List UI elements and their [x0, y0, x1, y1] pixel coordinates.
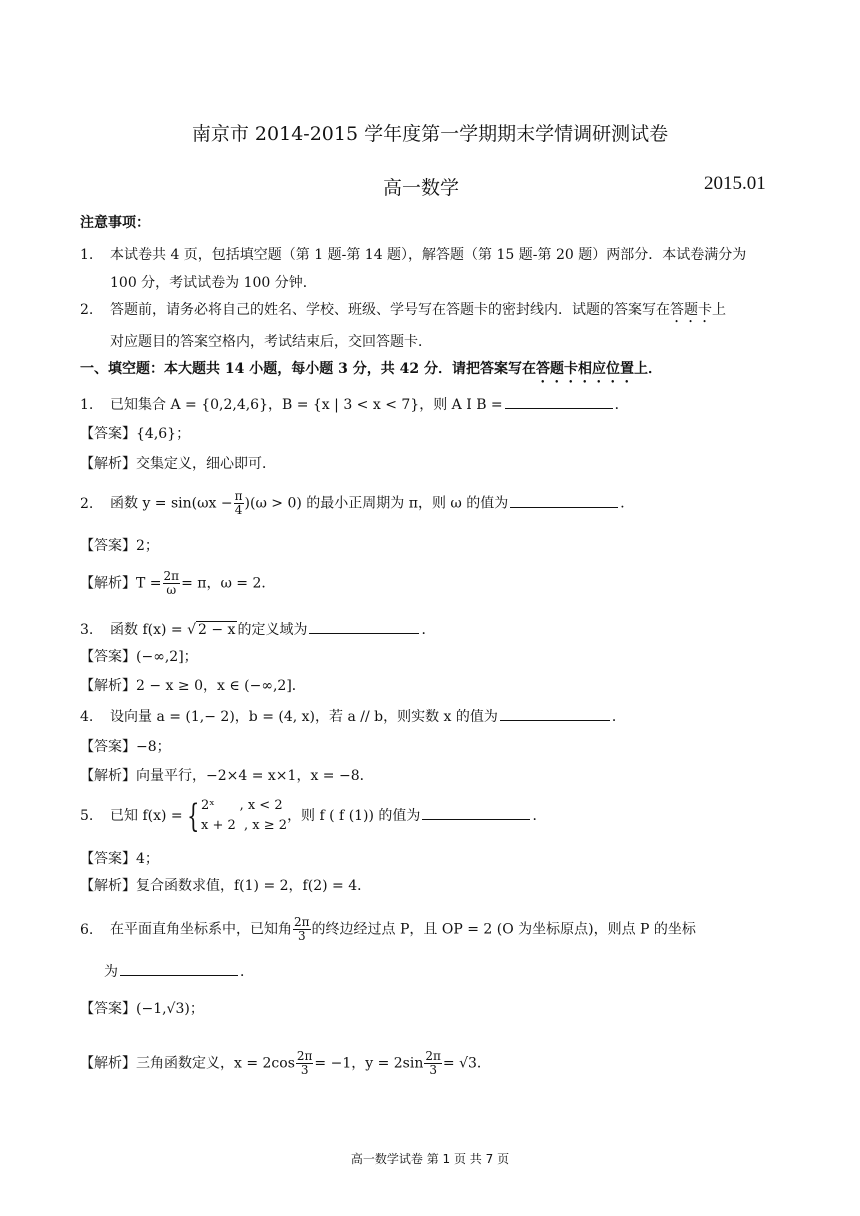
question-4: 4. 设向量 a = (1,− 2)，b = (4, x)，若 a // b，则实数 x 的值为 ． [80, 706, 626, 726]
answer-blank[interactable] [422, 805, 530, 820]
notice-item-number: 1. [80, 247, 94, 263]
answer-blank[interactable] [120, 961, 238, 976]
analysis-text-cont: = π，ω = 2． [181, 575, 276, 592]
answer-label: 【答案】 [80, 1001, 136, 1017]
analysis-label: 【解析】 [80, 678, 136, 694]
question-number: 3. [80, 622, 94, 638]
question-text-cont: )(ω > 0) 的最小正周期为 π，则 ω 的值为 [244, 495, 509, 512]
answer-text: {4,6}； [136, 426, 191, 442]
section-text-end: 上． [633, 361, 662, 377]
fraction [234, 490, 244, 517]
fraction-numerator: 2π [163, 569, 180, 583]
notice-item-2 [80, 301, 726, 326]
question-number: 1. [80, 397, 94, 413]
analysis-text: 复合函数求值，f(1) = 2，f(2) = 4． [136, 878, 372, 894]
answer-label: 【答案】 [80, 426, 136, 442]
notice-item-2-cont: 对应题目的答案空格内，考试结束后，交回答题卡． [110, 334, 432, 350]
fraction-numerator: π [234, 489, 243, 503]
question-text: 函数 y = sin(ωx − [110, 495, 233, 512]
answer-blank[interactable] [505, 394, 613, 409]
question-3: 3. 函数 f(x) = √ 2 − x 的定义域为 ． [80, 619, 435, 639]
fraction-numerator: 2π [425, 1049, 441, 1063]
exam-date: 2015.01 [704, 173, 766, 194]
analysis-line [80, 767, 374, 785]
page-footer: 高一数学试卷 第 1 页 共 7 页 [350, 1152, 510, 1166]
emphasis-text: 答题卡 [670, 302, 712, 318]
answer-label: 【答案】 [80, 538, 136, 554]
analysis-text: 三角函数定义，x = 2cos [136, 1055, 295, 1072]
piecewise-cases [201, 796, 287, 836]
notice-item-1-cont: 100 分，考试试卷为 100 分钟． [110, 275, 317, 291]
answer-line [80, 850, 159, 868]
answer-blank[interactable] [500, 706, 610, 721]
question-1: 1. 已知集合 A = {0,2,4,6}，B = {x | 3 < x < 7}，则 A I B = ． [80, 394, 629, 414]
answer-text: (−1,√3)； [136, 1001, 204, 1017]
section-heading [80, 360, 662, 386]
question-text: 已知 f(x) = [110, 808, 183, 824]
analysis-line [80, 455, 276, 473]
document-title: 南京市 2014-2015 学年度第一学期期末学情调研测试卷 [191, 123, 669, 145]
question-6-cont: 为 ． [104, 961, 254, 981]
answer-text: 4； [136, 851, 159, 867]
notice-heading: 注意事项： [80, 215, 150, 231]
question-text: 已知集合 A = {0,2,4,6}，B = {x | 3 < x < 7}，则 A I B = [110, 397, 503, 413]
answer-blank[interactable] [309, 619, 419, 634]
answer-label: 【答案】 [80, 851, 136, 867]
notice-item-text: 本试卷共 4 页，包括填空题（第 1 题-第 14 题），解答题（第 15 题-第 20 题）两部分．本试卷满分为 [110, 247, 747, 263]
analysis-text-end: = √3． [442, 1055, 491, 1072]
question-text: 为 [104, 964, 118, 980]
question-text: 在平面直角坐标系中，已知角 [110, 921, 292, 938]
answer-text: 2； [136, 538, 159, 554]
question-2: 2. 函数 y = sin(ωx − $\frac{\pi}{4}$ )(ω > 0) 的最小正周期为 π，则 ω 的值为 ． [80, 489, 635, 517]
fraction-denominator: 4 [234, 503, 243, 517]
notice-item-1 [80, 246, 746, 264]
analysis-text: T = [136, 575, 162, 592]
fraction [163, 570, 181, 597]
analysis-text: 交集定义，细心即可． [136, 456, 276, 472]
case-line: x + 2 , x ≥ 2 [201, 818, 288, 833]
question-number: 4. [80, 709, 94, 725]
brace-symbol: { [186, 797, 199, 835]
answer-label: 【答案】 [80, 739, 136, 755]
analysis-text: 2 − x ≥ 0，x ∈ (−∞,2]． [136, 678, 306, 694]
analysis-line [80, 570, 275, 597]
notice-item-number: 2. [80, 302, 94, 318]
fraction-denominator: ω [166, 583, 177, 597]
analysis-label: 【解析】 [80, 768, 136, 784]
answer-line [80, 1000, 204, 1018]
answer-label: 【答案】 [80, 649, 136, 665]
question-text-cont: 的终边经过点 P，且 OP = 2 (O 为坐标原点)，则点 P 的坐标 [311, 921, 696, 938]
fraction [424, 1050, 442, 1077]
answer-blank[interactable] [510, 493, 618, 508]
answer-line [80, 648, 198, 666]
fraction-denominator: 3 [297, 929, 306, 943]
question-number: 6. [80, 921, 94, 938]
analysis-text: 向量平行，−2×4 = x×1，x = −8． [136, 768, 374, 784]
analysis-label: 【解析】 [80, 1055, 136, 1072]
analysis-line [80, 1050, 491, 1077]
question-text: 设向量 a = (1,− 2)，b = (4, x)，若 a // b，则实数 x 的值为 [110, 709, 498, 725]
question-text-cont: ，则 f ( f (1)) 的值为 [287, 808, 421, 824]
analysis-line [80, 877, 371, 895]
fraction [296, 1050, 314, 1077]
analysis-label: 【解析】 [80, 456, 136, 472]
fraction-numerator: 2π [294, 915, 310, 929]
answer-line [80, 425, 190, 443]
question-5: 5. 已知 f(x) = { 2ˣ , x < 2 x + 2 , x ≥ 2 ，则 f ( f (1)) 的值为 ． [80, 797, 547, 835]
analysis-text-cont: = −1，y = 2sin [314, 1055, 424, 1072]
notice-item-text-end: 上 [712, 302, 726, 318]
answer-line [80, 537, 159, 555]
analysis-label: 【解析】 [80, 878, 136, 894]
section-emphasis: 答题卡相应位置 [535, 361, 634, 377]
question-text: 函数 f(x) = [110, 622, 183, 638]
question-number: 5. [80, 808, 94, 824]
answer-text: (−∞,2]； [136, 649, 198, 665]
fraction-denominator: 3 [300, 1063, 309, 1077]
subject-title: 高一数学 [383, 177, 460, 199]
fraction-numerator: 2π [296, 1049, 313, 1063]
question-6 [80, 916, 696, 943]
case-line: 2ˣ , x < 2 [201, 798, 283, 813]
analysis-line [80, 677, 306, 695]
question-text-cont: 的定义域为 [237, 622, 308, 638]
sqrt-expression: 2 − x [198, 622, 236, 638]
analysis-label: 【解析】 [80, 575, 136, 592]
notice-item-text: 答题前，请务必将自己的姓名、学校、班级、学号写在答题卡的密封线内．试题的答案写在 [110, 302, 670, 318]
answer-line [80, 738, 171, 756]
answer-text: −8； [136, 739, 171, 755]
fraction-denominator: 3 [429, 1063, 437, 1077]
question-number: 2. [80, 495, 94, 512]
section-text: 一、填空题：本大题共 14 小题，每小题 3 分，共 42 分．请把答案写在 [80, 361, 536, 377]
fraction [293, 916, 311, 943]
